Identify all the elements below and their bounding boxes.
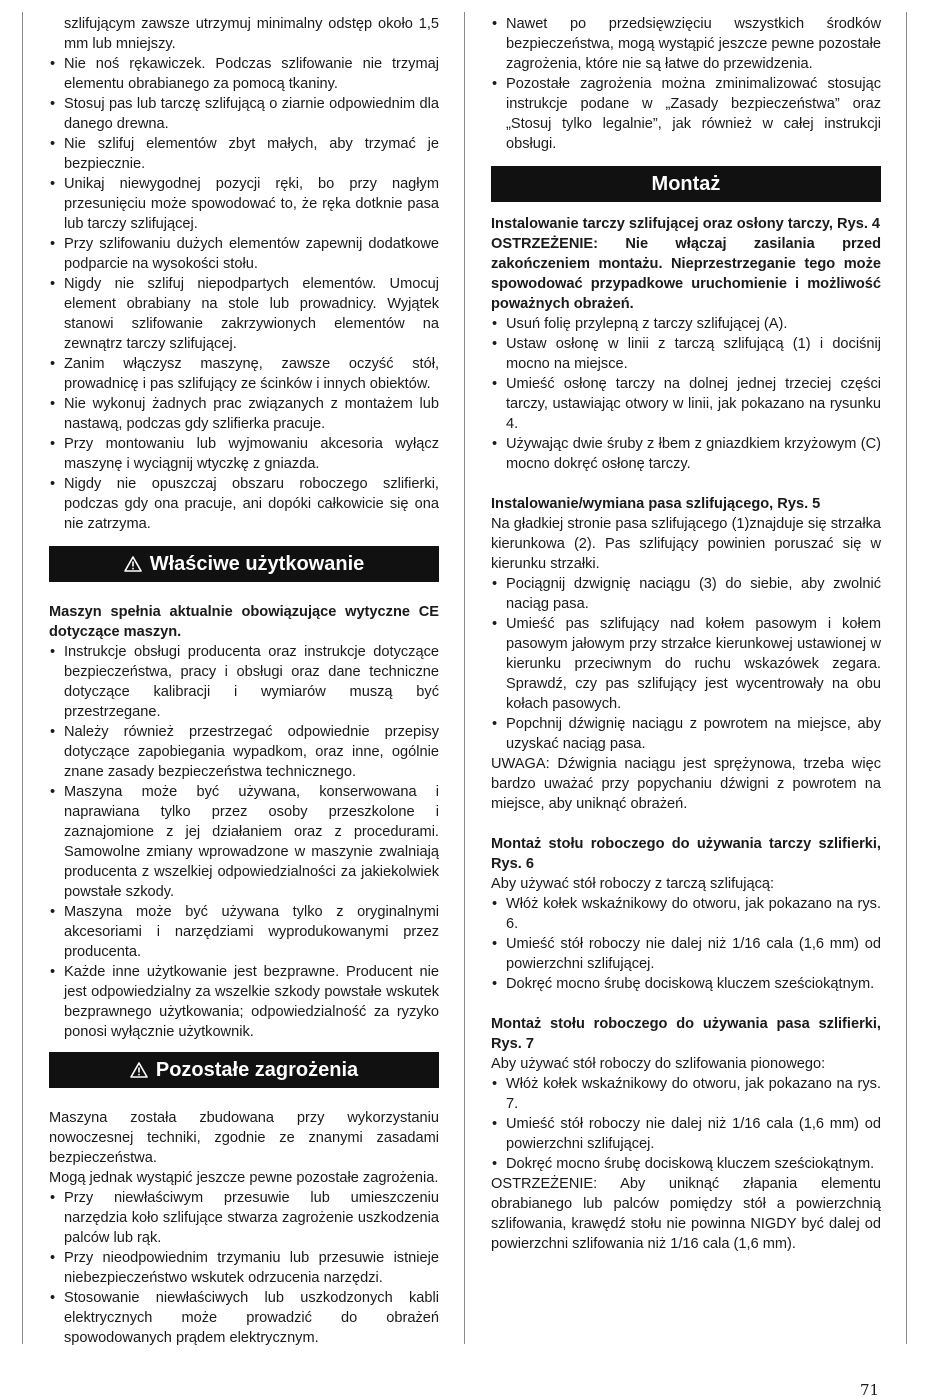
warning-triangle-icon: [130, 1062, 148, 1078]
list-item: • Umieść stół roboczy nie dalej niż 1/16 cala (1,6 mm) od powierzchni szlifującej.: [491, 1114, 881, 1154]
list-item: • Nie szlifuj elementów zbyt małych, aby trzymać je bezpiecznie.: [49, 134, 439, 174]
section-title: Właściwe użytkowanie: [149, 553, 365, 575]
column-divider-rule: [464, 12, 465, 1344]
list-item: • Zanim włączysz maszynę, zawsze oczyść stół, prowadnicę i pas szlifujący ze ścinków i innych obiektów.: [49, 354, 439, 394]
page-number: 71: [860, 1381, 880, 1399]
warning-paragraph: OSTRZEŻENIE: Aby uniknąć złapania elementu obrabianego lub palców pomiędzy stół a powierzchnią szlifowania, krawędź stołu nie powinna NIGDY być dalej od powierzchni szlifowania niż 1/16 cala (1,6 mm).: [491, 1176, 881, 1252]
list-item: • Każde inne użytkowanie jest bezprawne. Producent nie jest odpowiedzialny za wszelkie szkody powstałe wskutek bezprawnego użytkowania; odpowiedzialność za ryzyko ponosi wyłącznie użytkownik.: [49, 962, 439, 1042]
risks-list: [49, 1188, 439, 1348]
list-item: • Umieść stół roboczy nie dalej niż 1/16 cala (1,6 mm) od powierzchni szlifującej.: [491, 934, 881, 974]
list-item: • Instrukcje obsługi producenta oraz instrukcje dotyczące bezpieczeństwa, pracy i obsługi oraz dane techniczne dotyczące kalibracji i wymiarów muszą być przestrzegane.: [49, 642, 439, 722]
list-item: • Włóż kołek wskaźnikowy do otworu, jak pokazano na rys. 6.: [491, 894, 881, 934]
right-margin-rule: [906, 12, 907, 1344]
list-item: • Stosuj pas lub tarczę szlifującą o ziarnie odpowiednim dla danego drewna.: [49, 94, 439, 134]
list-item: • Pociągnij dzwignię naciągu (3) do siebie, aby zwolnić naciąg pasa.: [491, 574, 881, 614]
list-item: • Pozostałe zagrożenia można zminimalizować stosując instrukcje podane w „Zasady bezpieczeństwa” oraz „Stosuj tylko legalnie”, jak również w całej instrukcji obsługi.: [491, 74, 881, 154]
list-item: • Unikaj niewygodnej pozycji ręki, bo przy nagłym przesunięciu może spowodować to, że ręka dotknie pasa lub tarczy szlifującej.: [49, 174, 439, 234]
table-belt-steps-list: [491, 1074, 881, 1174]
section-bar-residual-risks: [49, 1052, 439, 1088]
section-bar-assembly: [491, 166, 881, 202]
warning-text: OSTRZEŻENIE: Nie włączaj zasilania przed zakończeniem montażu. Nieprzestrzeganie tego może spowodować przypadkowe uruchomienie i możliwość poważnych obrażeń.: [491, 236, 881, 312]
paragraph: Mogą jednak wystąpić jeszcze pewne pozostałe zagrożenia.: [49, 1170, 439, 1186]
list-item: • Używając dwie śruby z łbem z gniazdkiem krzyżowym (C) mocno dokręć osłonę tarczy.: [491, 434, 881, 474]
list-item: • Usuń folię przylepną z tarczy szlifującej (A).: [491, 314, 881, 334]
list-item: • Nie noś rękawiczek. Podczas szlifowanie nie trzymaj elementu obrabianego za pomocą tkaniny.: [49, 54, 439, 94]
belt-steps-list: [491, 574, 881, 754]
subsection-heading: Instalowanie/wymiana pasa szlifującego, Rys. 5: [491, 496, 821, 512]
bullet-continuation: szlifującym zawsze utrzymuj minimalny odstęp około 1,5 mm lub mniejszy.: [64, 16, 439, 52]
list-item: • Dokręć mocno śrubę dociskową kluczem sześciokątnym.: [491, 1154, 881, 1174]
table-disc-steps-list: [491, 894, 881, 994]
list-item: • Przy montowaniu lub wyjmowaniu akcesoria wyłącz maszynę i wyciągnij wtyczkę z gniazda.: [49, 434, 439, 474]
list-item: • Ustaw osłonę w linii z tarczą szlifującą (1) i dociśnij mocno na miejsce.: [491, 334, 881, 374]
paragraph: Aby używać stół roboczy z tarczą szlifującą:: [491, 876, 775, 892]
list-item: • Przy niewłaściwym przesuwie lub umieszczeniu narzędzia koło szlifujące stwarza zagrożenie uszkodzenia palców lub rąk.: [49, 1188, 439, 1248]
list-item: • Stosowanie niewłaściwych lub uszkodzonych kabli elektrycznych może prowadzić do obrażeń spowodowanych prądem elektrycznym.: [49, 1288, 439, 1348]
list-item: • Nigdy nie szlifuj niepodpartych elementów. Umocuj element obrabiany na stole lub prowadnicy. Wyjątek stanowi szlifowanie zakrzywionych elementów na zewnątrz tarczy szlifującej.: [49, 274, 439, 354]
list-item: • Przy szlifowaniu dużych elementów zapewnij dodatkowe podparcie na wysokości stołu.: [49, 234, 439, 274]
paragraph: Maszyna została zbudowana przy wykorzystaniu nowoczesnej techniki, zgodnie ze znanymi zasadami bezpieczeństwa.: [49, 1110, 439, 1166]
list-item: • Maszyna może być używana, konserwowana i naprawiana tylko przez osoby przeszkolone i zaznajomione z jej działaniem oraz z procedurami. Samowolne zmiany wprowadzone w maszynie zwalniają producenta z wszelkiej odpowiedzialności za jakiekolwiek powstałe szkody.: [49, 782, 439, 902]
usage-list: [49, 642, 439, 1042]
list-item: • Przy nieodpowiednim trzymaniu lub przesuwie istnieje niebezpieczeństwo wskutek odrzucenia narzędzi.: [49, 1248, 439, 1288]
list-item: • Umieść pas szlifujący nad kołem pasowym i kołem pasowym jałowym przy strzałce kierunkowej ustawionej w kierunku przeciwnym do ruchu wskazówek zegara. Sprawdź, czy pas szlifujący jest wycentrowały na obu kołach pasowych.: [491, 614, 881, 714]
risks-list-continued: [491, 14, 881, 154]
subsection-heading: Instalowanie tarczy szlifującej oraz osłony tarczy, Rys. 4: [491, 216, 881, 232]
paragraph: Na gładkiej stronie pasa szlifującego (1)znajduje się strzałka kierunkowa (2). Pas szlifujący powinien poruszać się w kierunku strzałki.: [491, 516, 881, 572]
list-item: • Umieść osłonę tarczy na dolnej jednej trzeciej części tarczy, ustawiając otwory w linii, jak pokazano na rysunku 4.: [491, 374, 881, 434]
paragraph: Aby używać stół roboczy do szlifowania pionowego:: [491, 1056, 826, 1072]
subsection-heading: Montaż stołu roboczego do używania tarczy szlifierki, Rys. 6: [491, 836, 881, 872]
note-paragraph: UWAGA: Dźwignia naciągu jest sprężynowa, trzeba więc bardzo uważać przy popychaniu dźwigni z powrotem na miejsce, aby uniknąć obrażeń.: [491, 756, 881, 812]
list-item: • Nigdy nie opuszczaj obszaru roboczego szlifierki, podczas gdy ona pracuje, ani dopóki całkowicie się ona nie zatrzyma.: [49, 474, 439, 534]
list-item: • Należy również przestrzegać odpowiednie przepisy dotyczące zapobiegania wypadkom, oraz inne, ogólnie znane zasady bezpieczeństwa technicznego.: [49, 722, 439, 782]
disc-steps-list: [491, 314, 881, 474]
subsection-heading: Montaż stołu roboczego do używania pasa szlifierki, Rys. 7: [491, 1016, 881, 1052]
list-item: • Popchnij dźwignię naciągu z powrotem na miejsce, aby uzyskać naciąg pasa.: [491, 714, 881, 754]
safety-list: [49, 54, 439, 534]
left-column: [49, 14, 439, 1348]
left-margin-rule: [22, 12, 23, 1344]
right-column: [491, 14, 881, 1254]
list-item: • Maszyna może być używana tylko z oryginalnymi akcesoriami i narzędziami wyprodukowanymi przez producenta.: [49, 902, 439, 962]
section-title: Pozostałe zagrożenia: [155, 1059, 359, 1081]
list-item: • Nawet po przedsięwzięciu wszystkich środków bezpieczeństwa, mogą wystąpić jeszcze pewne pozostałe zagrożenia, które nie są łatwe do przewidzenia.: [491, 14, 881, 74]
list-item: • Włóż kołek wskaźnikowy do otworu, jak pokazano na rys. 7.: [491, 1074, 881, 1114]
list-item: • Dokręć mocno śrubę dociskową kluczem sześciokątnym.: [491, 974, 881, 994]
warning-triangle-icon: [124, 556, 142, 572]
section-title: Montaż: [651, 173, 721, 195]
section-bar-proper-use: [49, 546, 439, 582]
list-item: • Nie wykonuj żadnych prac związanych z montażem lub nastawą, podczas gdy szlifierka pracuje.: [49, 394, 439, 434]
subsection-heading: Maszyn spełnia aktualnie obowiązujące wytyczne CE dotyczące maszyn.: [49, 604, 439, 640]
